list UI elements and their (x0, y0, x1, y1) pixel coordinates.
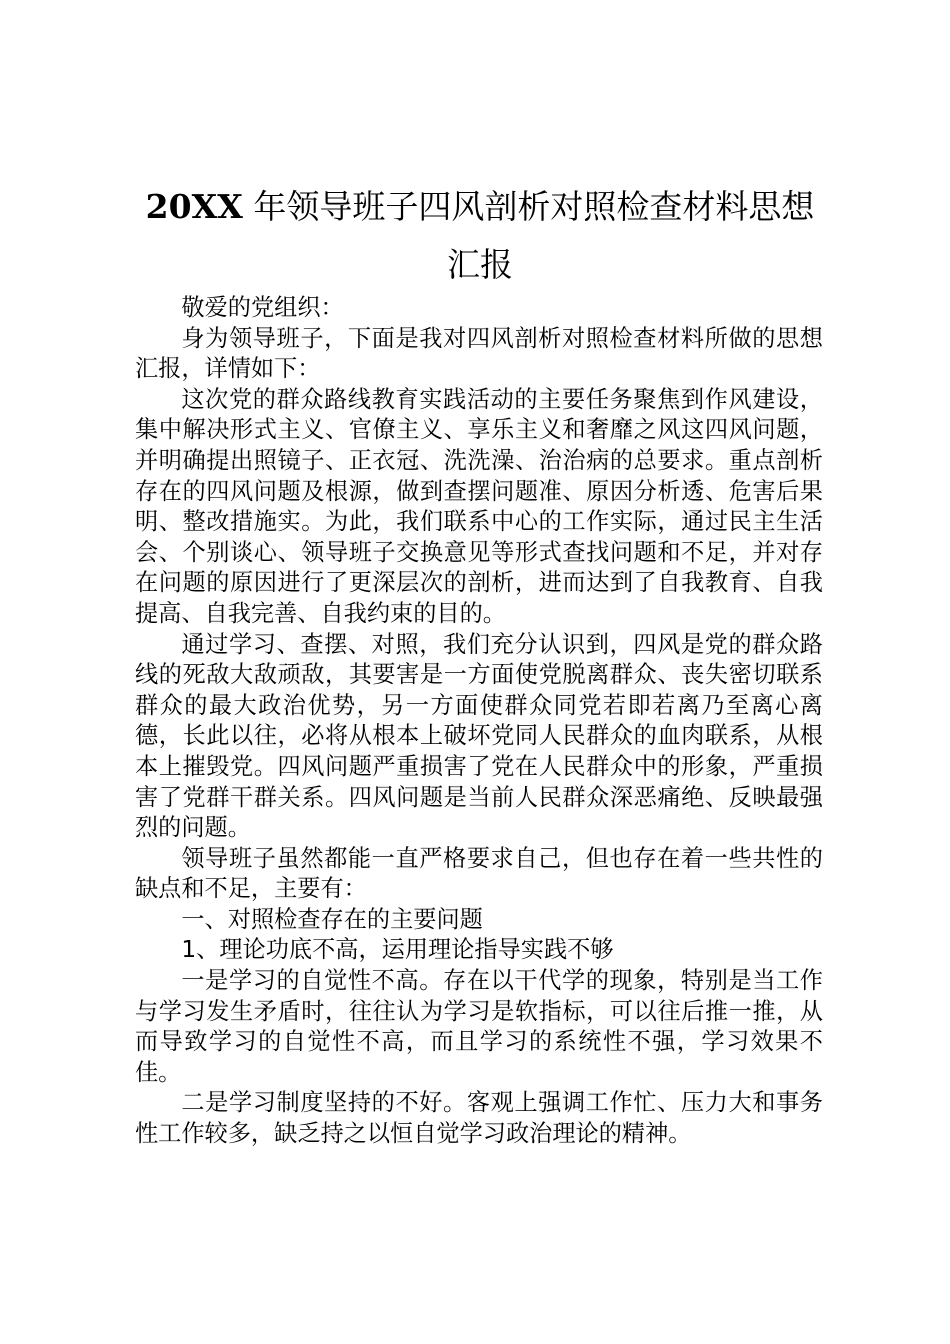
paragraph-shortcomings: 领导班子虽然都能一直严格要求自己，但也存在着一些共性的缺点和不足，主要有： (135, 844, 823, 903)
paragraph-point-one: 一是学习的自觉性不高。存在以干代学的现象，特别是当工作与学习发生矛盾时，往往认为学习是软指标，可以往后推一推，从而导致学习的自觉性不高，而且学习的系统性不强，学习效果不佳。 (135, 967, 823, 1086)
paragraph-point-two: 二是学习制度坚持的不好。客观上强调工作忙、压力大和事务性工作较多，缺乏持之以恒自觉学习政治理论的精神。 (135, 1089, 823, 1148)
subsection-heading: 1、理论功底不高，运用理论指导实践不够 (181, 936, 614, 964)
paragraph-understanding: 通过学习、查摆、对照，我们充分认识到，四风是党的群众路线的死敌大敌顽敌，其要害是一方面使党脱离群众、丧失密切联系群众的最大政治优势，另一方面使群众同党若即若离乃至离心离德，长此以往，必将从根本上破坏党同人民群众的血肉联系，从根本上摧毁党。四风问题严重损害了党在人民群众中的形象，严重损害了党群干群关系。四风问题是当前人民群众深恶痛绝、反映最强烈的问题。 (135, 630, 823, 842)
document-body (135, 293, 823, 1150)
paragraph-campaign: 这次党的群众路线教育实践活动的主要任务聚焦到作风建设，集中解决形式主义、官僚主义、享乐主义和奢靡之风这四风问题，并明确提出照镜子、正衣冠、洗洗澡、治治病的总要求。重点剖析存在的四风问题及根源，做到查摆问题准、原因分析透、危害后果明、整改措施实。为此，我们联系中心的工作实际，通过民主生活会、个别谈心、领导班子交换意见等形式查找问题和不足，并对存在问题的原因进行了更深层次的剖析，进而达到了自我教育、自我提高、自我完善、自我约束的目的。 (135, 385, 823, 627)
title-year: 20XX (145, 187, 243, 226)
salutation: 敬爱的党组织： (181, 294, 344, 321)
document-title (130, 178, 830, 294)
paragraph-intro: 身为领导班子，下面是我对四风剖析对照检查材料所做的思想汇报，详情如下： (135, 324, 823, 383)
title-text: 年领导班子四风剖析对照检查材料思想汇报 (253, 187, 815, 284)
section-heading: 一、对照检查存在的主要问题 (181, 905, 483, 933)
